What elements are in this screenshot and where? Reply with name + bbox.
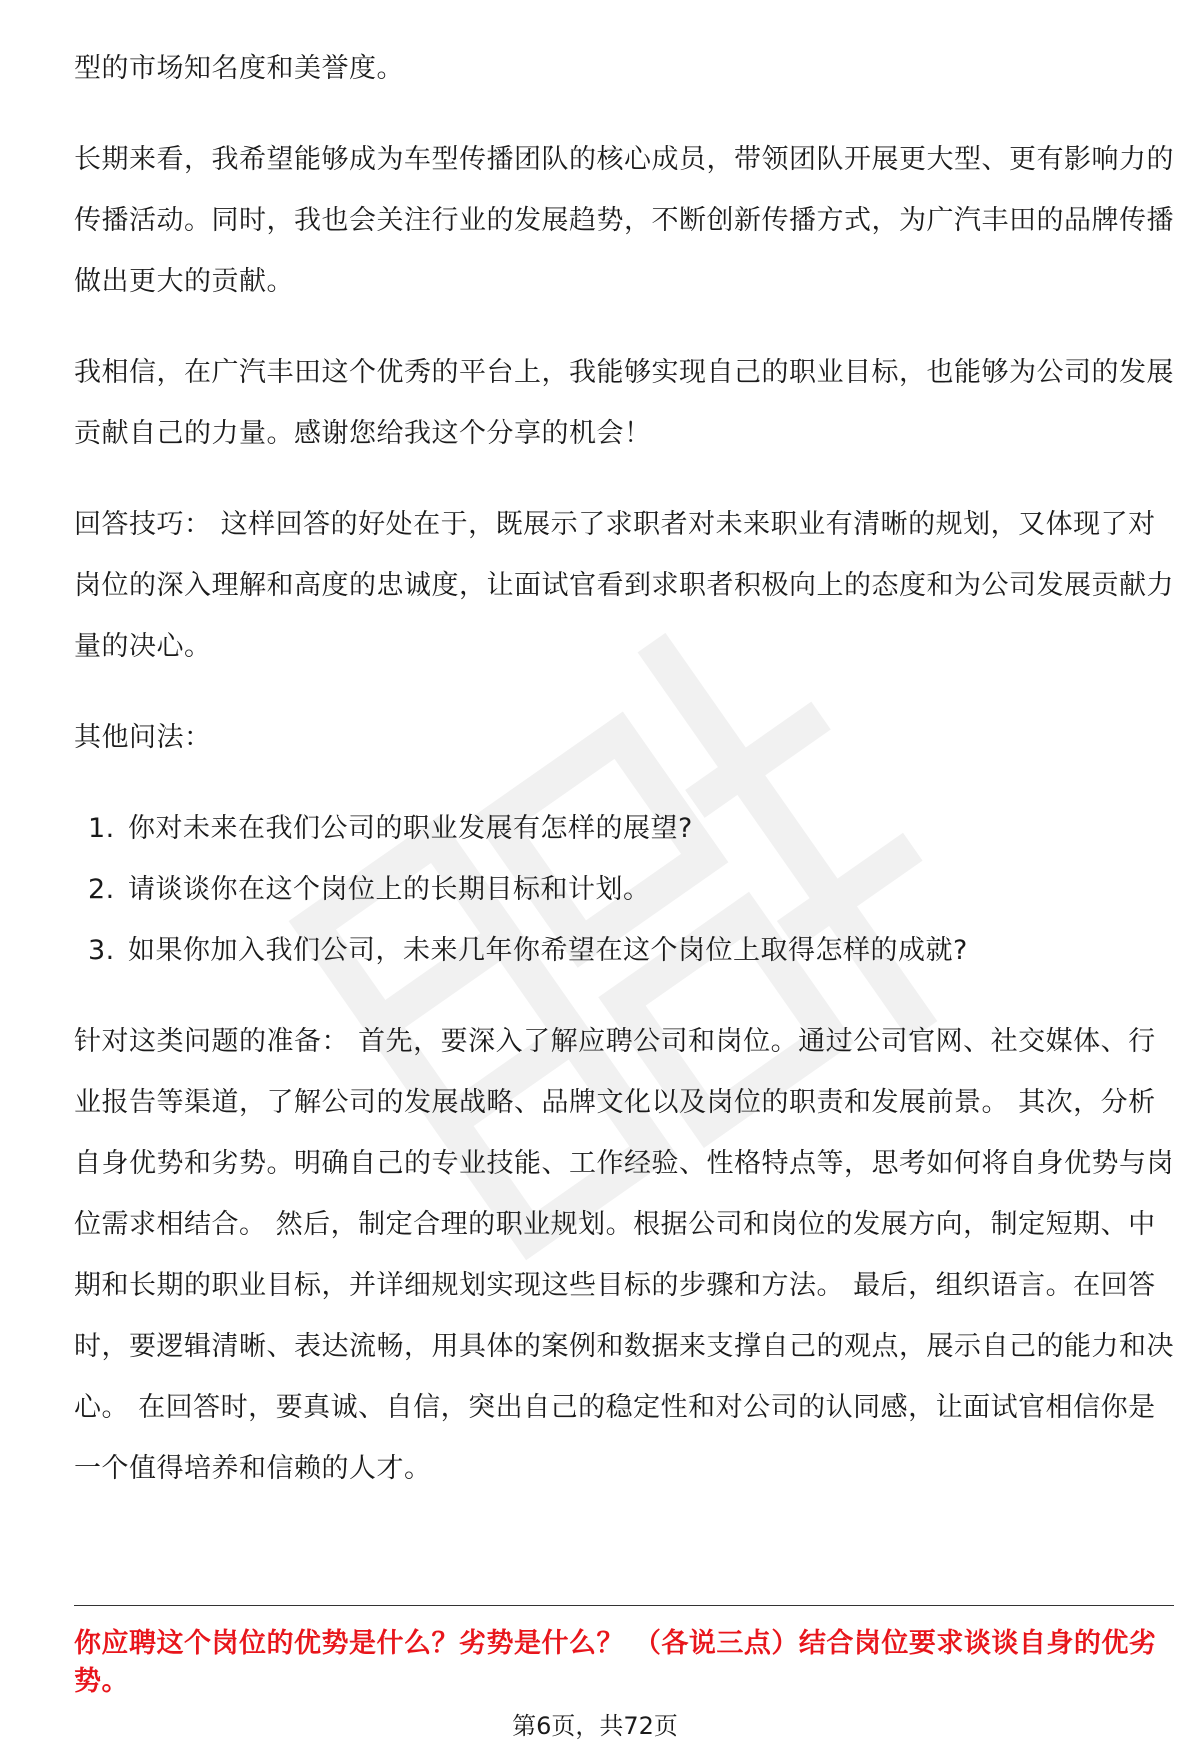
list-item-text: 如果你加入我们公司，未来几年你希望在这个岗位上取得怎样的成就? bbox=[128, 935, 968, 966]
list-item-number: 3. bbox=[88, 935, 115, 966]
paragraph-closing: 我相信，在广汽丰田这个优秀的平台上，我能够实现自己的职业目标，也能够为公司的发展贡献自己的力量。感谢您给我这个分享的机会！ bbox=[74, 357, 1174, 449]
document-body bbox=[74, 38, 1174, 1529]
paragraph-preparation: 针对这类问题的准备： 首先，要深入了解应聘公司和岗位。通过公司官网、社交媒体、行业报告等渠道，了解公司的发展战略、品牌文化以及岗位的职责和发展前景。 其次，分析自身优势和劣势。明确自己的专业技能、工作经验、性格特点等，思考如何将自身优势与岗位需求相结合。 然后，制定合理的职业规划。根据公司和岗位的发展方向，制定短期、中期和长期的职业目标，并详细规划实现这些目标的步骤和方法。 最后，组织语言。在回答时，要逻辑清晰、表达流畅，用具体的案例和数据来支撑自己的观点，展示自己的能力和决心。 在回答时，要真诚、自信，突出自己的稳定性和对公司的认同感，让面试官相信你是一个值得培养和信赖的人才。 bbox=[74, 1026, 1174, 1484]
list-item bbox=[74, 920, 1174, 981]
section-divider bbox=[74, 1605, 1174, 1606]
paragraph-other-questions-label: 其他问法： bbox=[74, 722, 212, 753]
page-number: 第6页，共72页 bbox=[512, 1712, 678, 1740]
other-questions-list bbox=[74, 798, 1174, 981]
paragraph-answer-tips: 回答技巧： 这样回答的好处在于，既展示了求职者对未来职业有清晰的规划，又体现了对岗位的深入理解和高度的忠诚度，让面试官看到求职者积极向上的态度和为公司发展贡献力量的决心。 bbox=[74, 509, 1174, 662]
list-item-number: 1. bbox=[88, 813, 115, 844]
list-item bbox=[74, 798, 1174, 859]
list-item-number: 2. bbox=[88, 874, 115, 905]
list-item-text: 请谈谈你在这个岗位上的长期目标和计划。 bbox=[128, 874, 651, 905]
paragraph-continuation: 型的市场知名度和美誉度。 bbox=[74, 53, 404, 84]
paragraph-long-term-goal: 长期来看，我希望能够成为车型传播团队的核心成员，带领团队开展更大型、更有影响力的传播活动。同时，我也会关注行业的发展趋势，不断创新传播方式，为广汽丰田的品牌传播做出更大的贡献。 bbox=[74, 144, 1174, 297]
next-question-heading: 你应聘这个岗位的优势是什么？劣势是什么？ （各说三点）结合岗位要求谈谈自身的优劣势。 bbox=[74, 1628, 1157, 1697]
list-item bbox=[74, 859, 1174, 920]
list-item-text: 你对未来在我们公司的职业发展有怎样的展望? bbox=[128, 813, 693, 844]
